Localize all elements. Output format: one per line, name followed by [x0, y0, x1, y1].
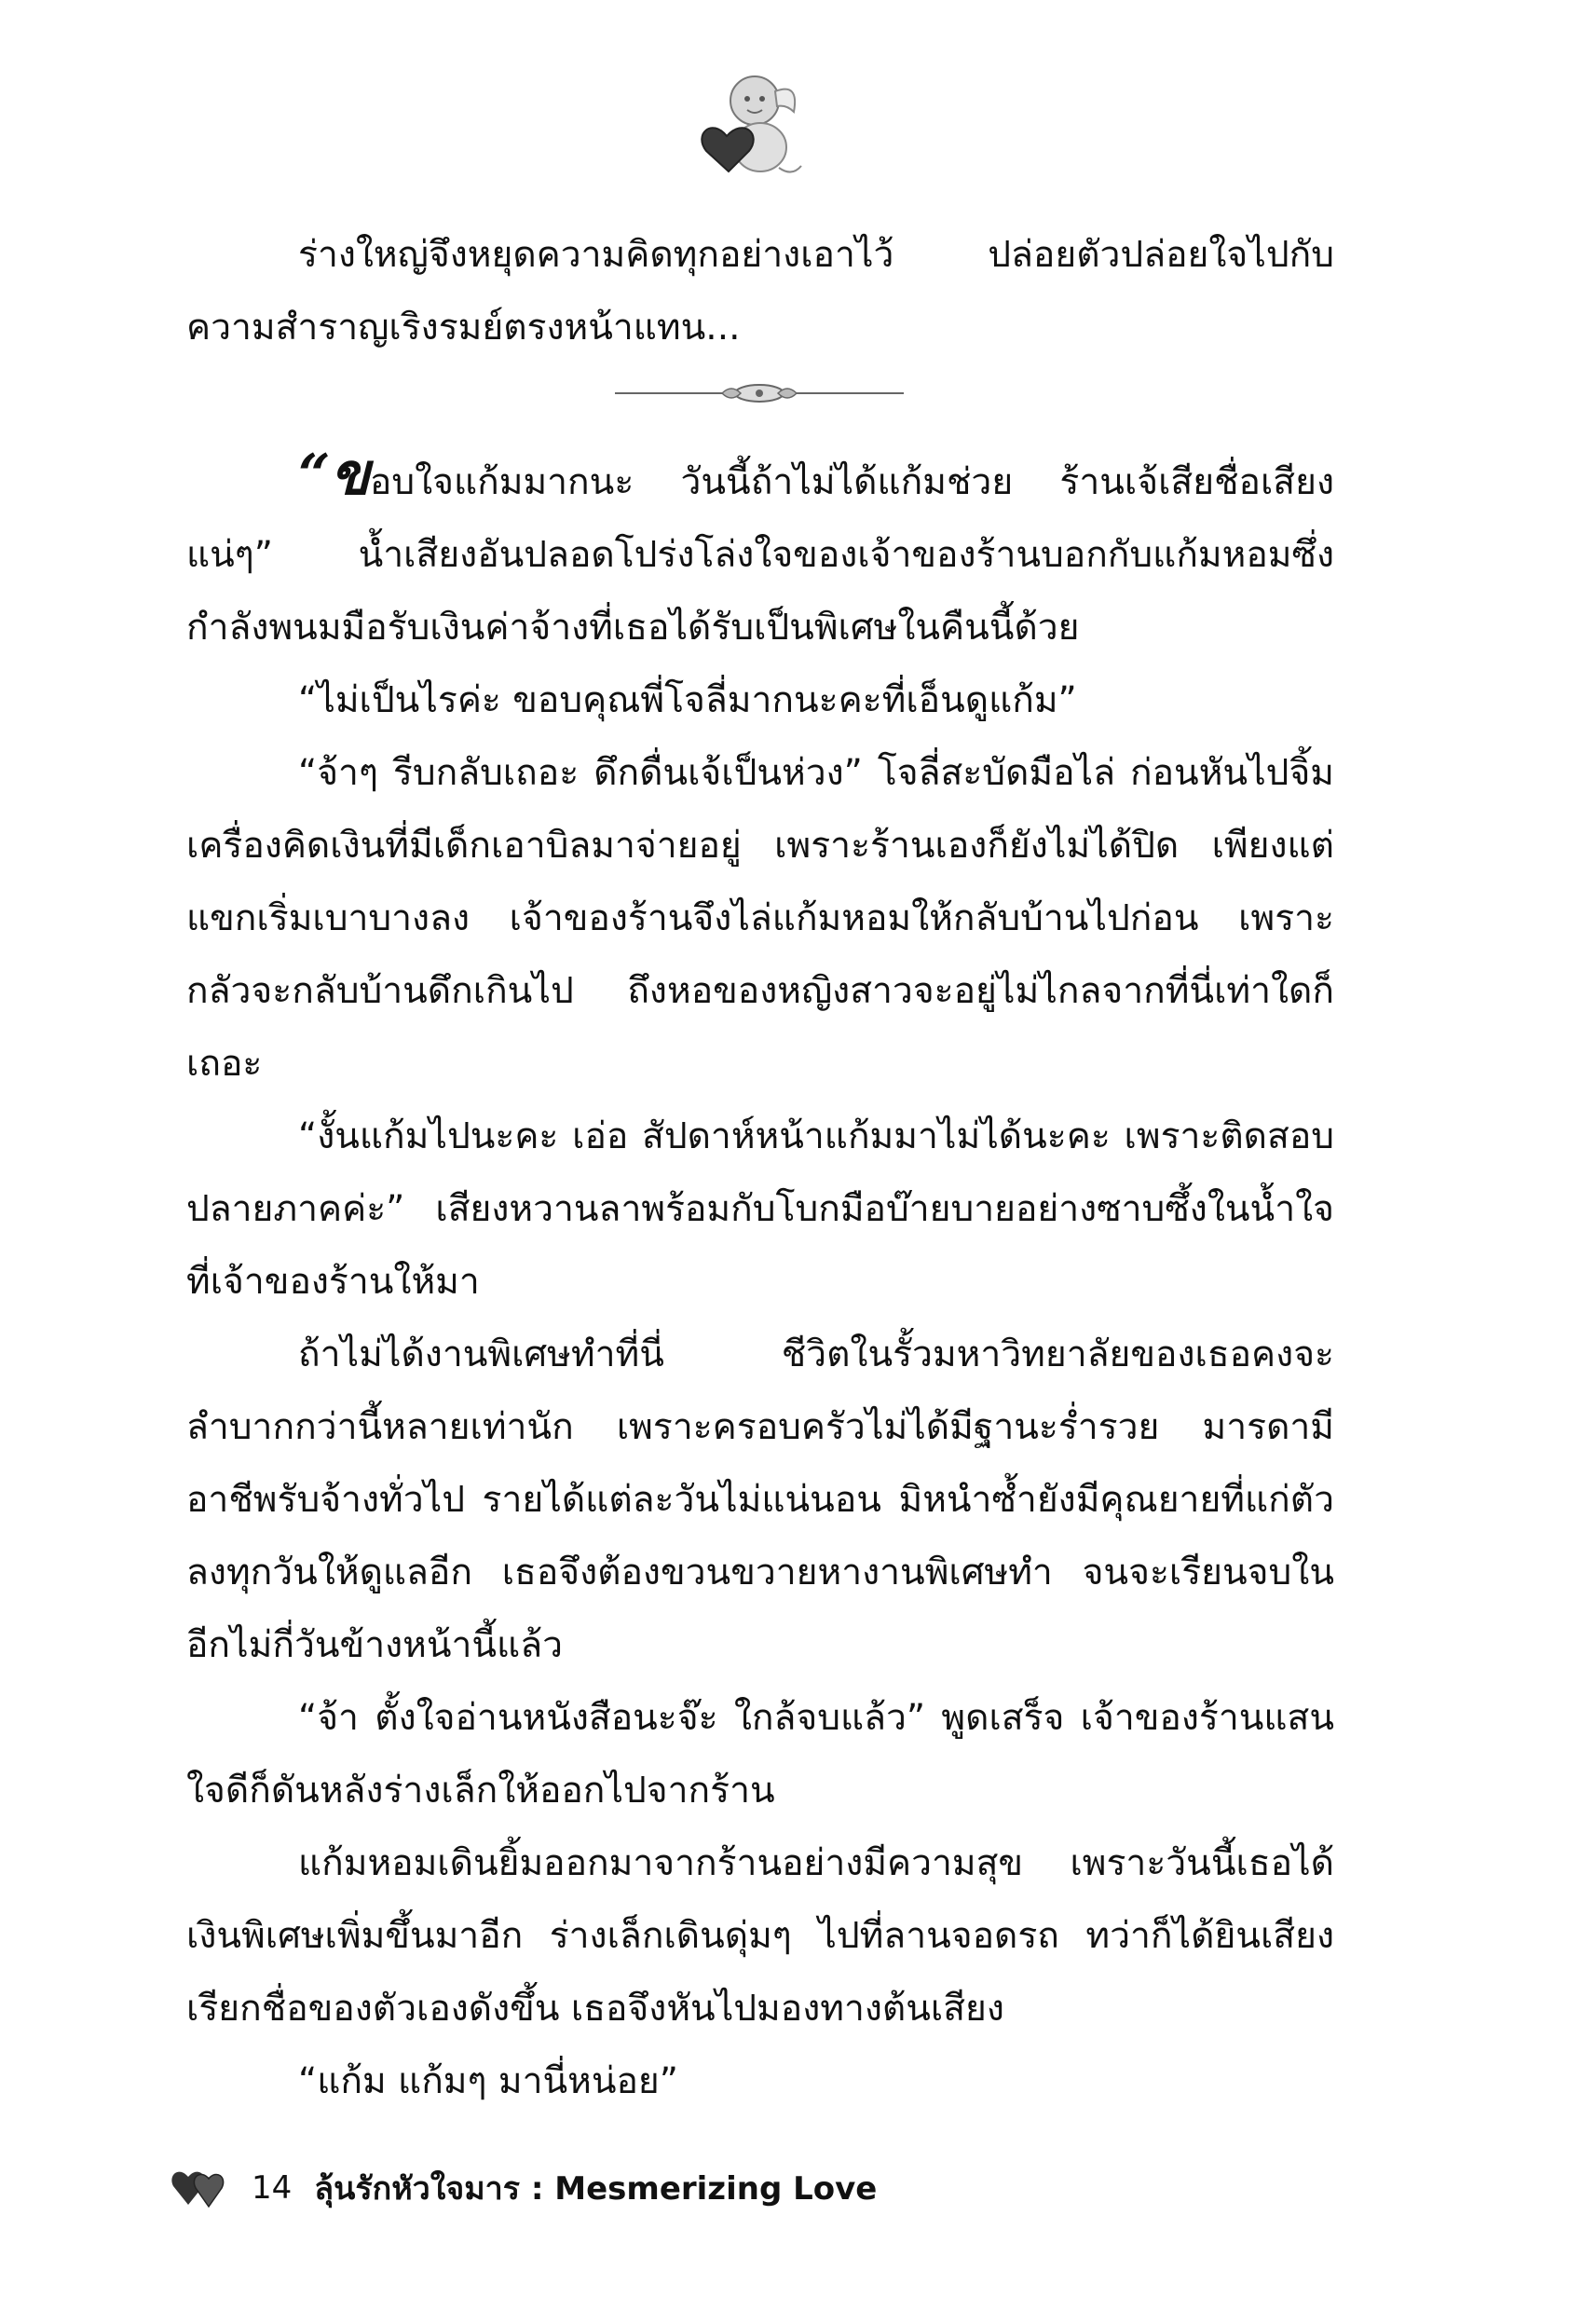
paragraph: ร่างใหญ่จึงหยุดความคิดทุกอย่างเอาไว้ ปล่อยตัวปล่อยใจไปกับความสำราญเริงรมย์ตรงหน้าแทน... [186, 234, 1334, 349]
book-title: ลุ้นรักหัวใจมาร : Mesmerizing Love [314, 2170, 878, 2208]
double-heart-icon [168, 2164, 231, 2212]
paragraph: “แก้ม แก้มๆ มานี่หน่อย” [298, 2060, 678, 2102]
dropcap-letter: ข [330, 440, 370, 508]
text-block-top [186, 219, 1334, 364]
cupid-with-heart-icon [689, 63, 811, 185]
paragraph-with-dropcap [186, 438, 1334, 664]
page-footer [168, 2160, 877, 2216]
dropcap-quote: “ [298, 443, 331, 508]
ornamental-divider-icon [615, 375, 904, 412]
paragraph-text: อบใจแก้มมากนะ วันนี้ถ้าไม่ได้แก้มช่วย ร้านเจ้เสียชื่อเสียงแน่ๆ” น้ำเสียงอันปลอดโปร่งโล่งใจของเจ้าของร้านบอกกับแก้มหอมซึ่งกำลังพนมมือรับเงินค่าจ้างที่เธอได้รับเป็นพิเศษในคืนนี้ด้วย [186, 461, 1334, 649]
paragraph: “จ้า ตั้งใจอ่านหนังสือนะจ๊ะ ใกล้จบแล้ว” พูดเสร็จ เจ้าของร้านแสนใจดีก็ดันหลังร่างเล็กให้ออกไปจากร้าน [186, 1697, 1334, 1812]
paragraph: “จ้าๆ รีบกลับเถอะ ดึกดื่นเจ้เป็นห่วง” โจลี่สะบัดมือไล่ ก่อนหันไปจิ้มเครื่องคิดเงินที่มีเด็กเอาบิลมาจ่ายอยู่ เพราะร้านเองก็ยังไม่ได้ปิด เพียงแต่แขกเริ่มเบาบางลง เจ้าของร้านจึงไล่แก้มหอมให้กลับบ้านไปก่อน เพราะกลัวจะกลับบ้านดึกเกินไป ถึงหอของหญิงสาวจะอยู่ไม่ไกลจากที่นี่เท่าใดก็เถอะ [186, 752, 1334, 1085]
paragraph: “ไม่เป็นไรค่ะ ขอบคุณพี่โจลี่มากนะคะที่เอ็นดูแก้ม” [298, 679, 1077, 721]
page-number: 14 [252, 2169, 293, 2207]
paragraph: “งั้นแก้มไปนะคะ เอ่อ สัปดาห์หน้าแก้มมาไม่ได้นะคะ เพราะติดสอบปลายภาคค่ะ” เสียงหวานลาพร้อมกับโบกมือบ๊ายบายอย่างซาบซึ้งในน้ำใจที่เจ้าของร้านให้มา [186, 1115, 1334, 1303]
text-block-main [186, 438, 1334, 2118]
paragraph: ถ้าไม่ได้งานพิเศษทำที่นี่ ชีวิตในรั้วมหาวิทยาลัยของเธอคงจะลำบากกว่านี้หลายเท่านัก เพราะครอบครัวไม่ได้มีฐานะร่ำรวย มารดามีอาชีพรับจ้างทั่วไป รายได้แต่ละวันไม่แน่นอน มิหนำซ้ำยังมีคุณยายที่แก่ตัวลงทุกวันให้ดูแลอีก เธอจึงต้องขวนขวายหางานพิเศษทำ จนจะเรียนจบในอีกไม่กี่วันข้างหน้านี้แล้ว [186, 1333, 1334, 1666]
paragraph: แก้มหอมเดินยิ้มออกมาจากร้านอย่างมีความสุข เพราะวันนี้เธอได้เงินพิเศษเพิ่มขึ้นมาอีก ร่างเล็กเดินดุ่มๆ ไปที่ลานจอดรถ ทว่าก็ได้ยินเสียงเรียกชื่อของตัวเองดังขึ้น เธอจึงหันไปมองทางต้นเสียง [186, 1842, 1334, 2030]
